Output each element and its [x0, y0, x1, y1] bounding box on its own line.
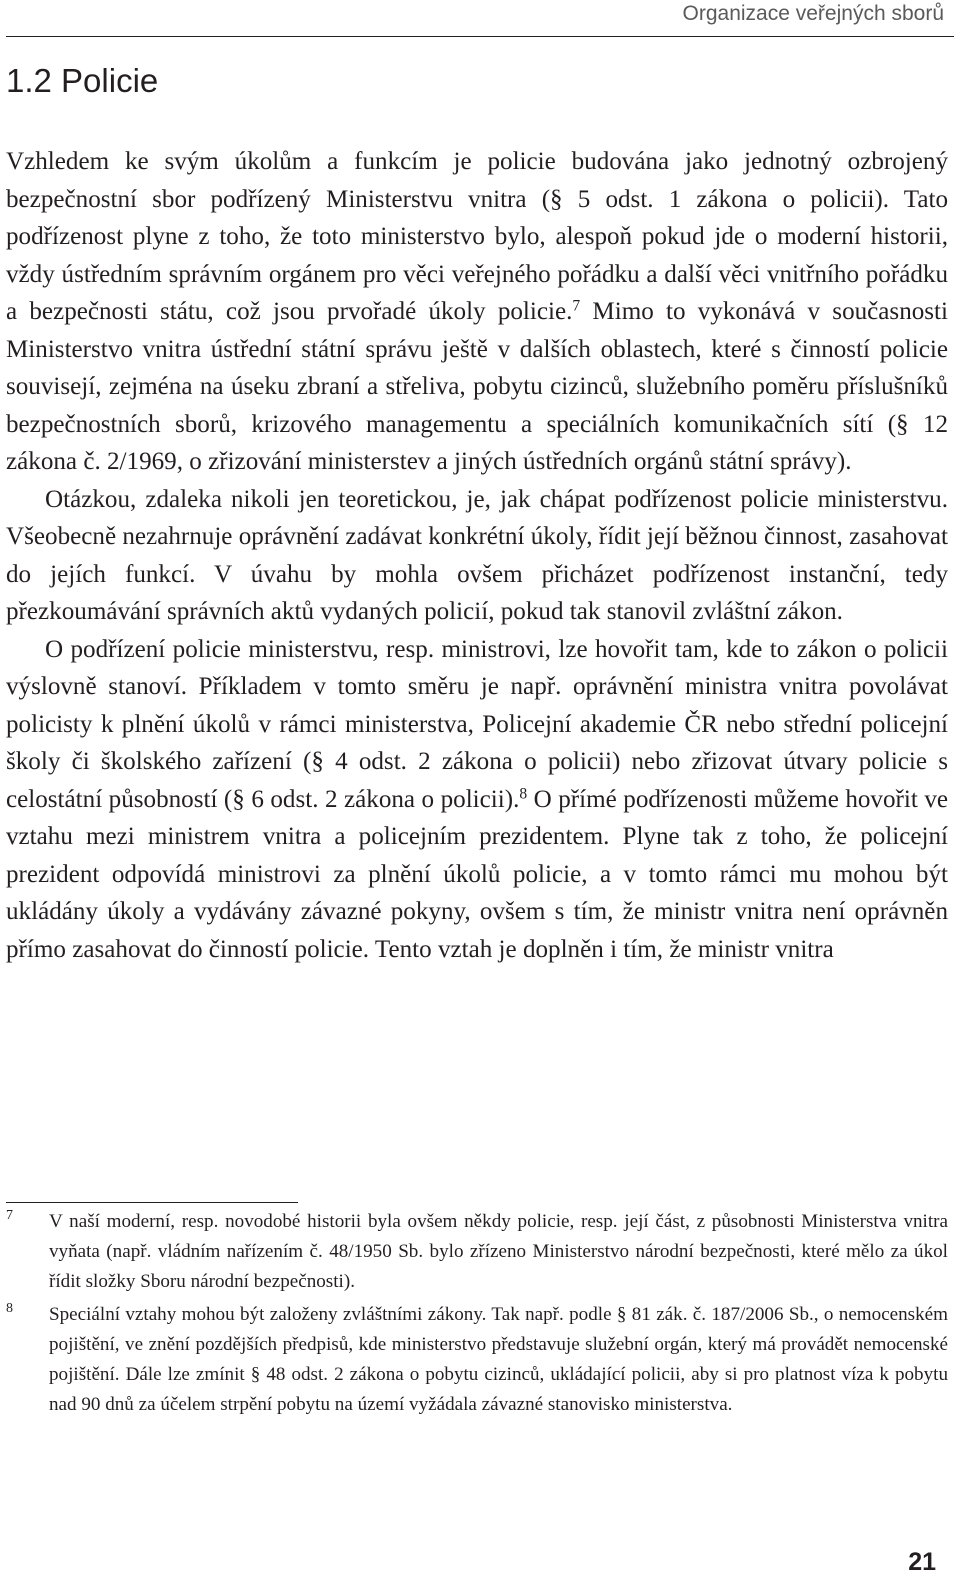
running-header: [0, 0, 960, 40]
footnote-text: Speciální vztahy mohou být založeny zvláštními zákony. Tak např. podle § 81 zák. č. 187/2006 Sb., o nemocenském pojištění, ve znění pozdějších předpisů, kde ministerstvo představuje služební orgán, který má provádět nemocenské pojištění. Dále lze zmínit § 48 odst. 2 zákona o pobytu cizinců, ukládající policii, aby si pro platnost víza k pobytu nad 90 dnů za účelem strpění pobytu na území vyžádala závazné stanovisko ministerstva.: [49, 1304, 948, 1415]
footnote-number: 8: [6, 1301, 13, 1316]
footnote-number: 7: [6, 1208, 13, 1223]
paragraph-1-text-b: Mimo to vykonává v současnosti Ministerstvo vnitra ústřední státní správu ještě v dalších oblastech, které s činností policie souvisejí, zejména na úseku zbraní a střeliva, pobytu cizinců, služebního poměru příslušníků bezpečnostních sborů, krizového managementu a speciálních komunikačních sítí (§ 12 zákona č. 2/1969, o zřizování ministerstev a jiných ústředních orgánů státní správy).: [6, 298, 949, 475]
footnote-8: [6, 1300, 948, 1420]
paragraph-2: Otázkou, zdaleka nikoli jen teoretickou, je, jak chápat podřízenost policie ministerstvu. Všeobecně nezahrnuje oprávnění zadávat konkrétní úkoly, řídit její běžnou činnost, zasahovat do jejích funkcí. V úvahu by mohla ovšem přicházet podřízenost instanční, tedy přezkoumávání správních aktů vydaných policií, pokud tak stanovil zvláštní zákon.: [6, 485, 948, 625]
footnote-rule: [6, 1202, 298, 1203]
footnote-ref-8: 8: [519, 784, 528, 802]
footnote-7: [6, 1207, 948, 1297]
paragraph-3: [6, 631, 948, 969]
running-title: Organizace veřejných sborů: [682, 2, 944, 25]
page-number: 21: [908, 1548, 936, 1576]
header-rule: [6, 36, 954, 37]
footnote-text: V naší moderní, resp. novodobé historii byla ovšem někdy policie, resp. její část, z působnosti Ministerstva vnitra vyňata (např. vládním nařízením č. 48/1950 Sb. bylo zřízeno Ministerstvo národní bezpečnosti, které mělo za úkol řídit složky Sboru národní bezpečnosti).: [49, 1211, 948, 1292]
section-title: 1.2 Policie: [6, 62, 159, 99]
body-text: [6, 143, 948, 968]
paragraph-3-text-b: O přímé podřízenosti můžeme hovořit ve vztahu mezi ministrem vnitra a policejním prezidentem. Plyne tak z toho, že policejní prezident odpovídá ministrovi za plnění úkolů policie, a v tomto rámci mu mohou být ukládány úkoly a vydávány závazné pokyny, ovšem s tím, že ministr vnitra není oprávněn přímo zasahovat do činností policie. Tento vztah je doplněn i tím, že ministr vnitra: [6, 785, 948, 963]
paragraph-1-text-a: Vzhledem ke svým úkolům a funkcím je policie budována jako jednotný ozbrojený bezpečnostní sbor podřízený Ministerstvu vnitra (§ 5 odst. 1 zákona o policii). Tato podřízenost plyne z toho, že toto ministerstvo bylo, alespoň pokud jde o moderní historii, vždy ústředním správním orgánem pro věci veřejného pořádku a další věci vnitřního pořádku a bezpečnosti státu, což jsou prvořadé úkoly policie.: [6, 148, 948, 325]
footnotes: [6, 1207, 948, 1423]
paragraph-1: [6, 143, 948, 481]
footnote-ref-7: 7: [572, 297, 581, 315]
paragraph-3-text-a: O podřízení policie ministerstvu, resp. ministrovi, lze hovořit tam, kde to zákon o policii výslovně stanoví. Příkladem v tomto směru je např. oprávnění ministra vnitra povolávat policisty k plnění úkolů v rámci ministerstva, Policejní akademie ČR nebo střední policejní školy či školského zařízení (§ 4 odst. 2 zákona o policii) nebo zřizovat útvary policie s celostátní působností (§ 6 odst. 2 zákona o policii).: [6, 635, 948, 813]
